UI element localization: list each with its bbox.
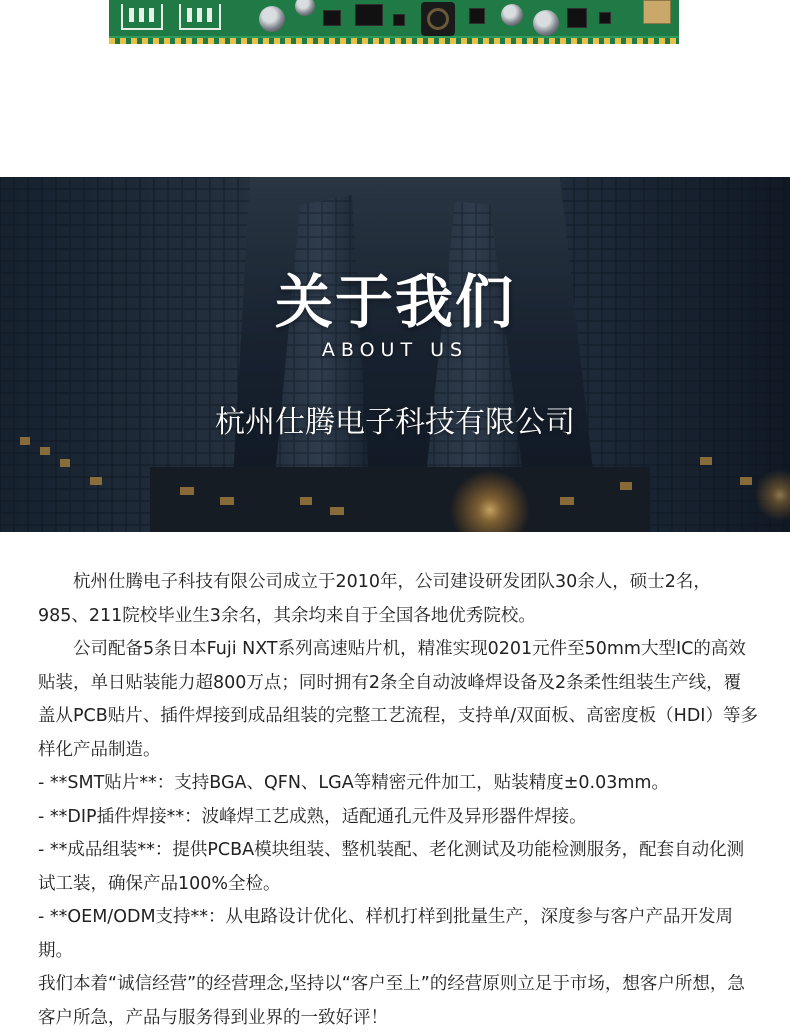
pcb-chip	[393, 14, 405, 26]
closing-statement: 我们本着“诚信经营”的经营理念,坚持以“客户至上”的经营原则立足于市场，想客户所想，急客户所急，产品与服务得到业界的一致好评！	[38, 974, 745, 1028]
service-bullet-oem-odm: - **OEM/ODM支持**：从电路设计优化、样机打样到批量生产，深度参与客户产品开发周期。	[38, 907, 734, 961]
section-subtitle: ABOUT US	[321, 339, 469, 361]
service-bullet-smt: - **SMT贴片**：支持BGA、QFN、LGA等精密元件加工，贴装精度±0.03mm。	[38, 773, 669, 793]
pcb-pin-header	[179, 4, 221, 30]
pcb-chip	[355, 4, 383, 26]
pcb-chip	[567, 8, 587, 28]
pcb-gold-fingers	[109, 38, 679, 44]
about-content	[38, 566, 758, 1035]
about-paragraph: 公司配备5条日本Fuji NXT系列高速贴片机，精准实现0201元件至50mm大型IC的高效贴装，单日贴装能力超800万点；同时拥有2条全自动波峰焊设备及2条柔性组装生产线，覆盖从PCB贴片、插件焊接到成品组装的完整工艺流程，支持单/双面板、高密度板（HDI）等多样化产品制造。	[38, 639, 758, 760]
pcb-board-image	[109, 0, 679, 44]
pcb-capacitor	[259, 6, 285, 32]
pcb-pin-header	[121, 4, 163, 30]
service-bullet-dip: - **DIP插件焊接**：波峰焊工艺成熟，适配通孔元件及异形器件焊接。	[38, 806, 587, 827]
section-title: 关于我们	[274, 268, 515, 336]
pcb-capacitor	[501, 4, 523, 26]
about-paragraph: 杭州仕腾电子科技有限公司成立于2010年，公司建设研发团队30余人，硕士2名，985、211院校毕业生3余名，其余均来自于全国各地优秀院校。	[38, 572, 711, 626]
pcb-capacitor	[533, 10, 559, 36]
pcb-chip	[599, 12, 611, 24]
pcb-chip	[323, 10, 341, 26]
pcb-capacitor	[295, 0, 315, 16]
service-bullet-assembly: - **成品组装**：提供PCBA模块组装、整机装配、老化测试及功能检测服务，配套自动化测试工装，确保产品100%全检。	[38, 840, 745, 894]
pcb-inductor	[421, 2, 455, 36]
pcb-relay	[643, 0, 671, 24]
about-banner	[0, 177, 790, 532]
company-name: 杭州仕腾电子科技有限公司	[215, 405, 575, 440]
pcb-chip	[469, 8, 485, 24]
